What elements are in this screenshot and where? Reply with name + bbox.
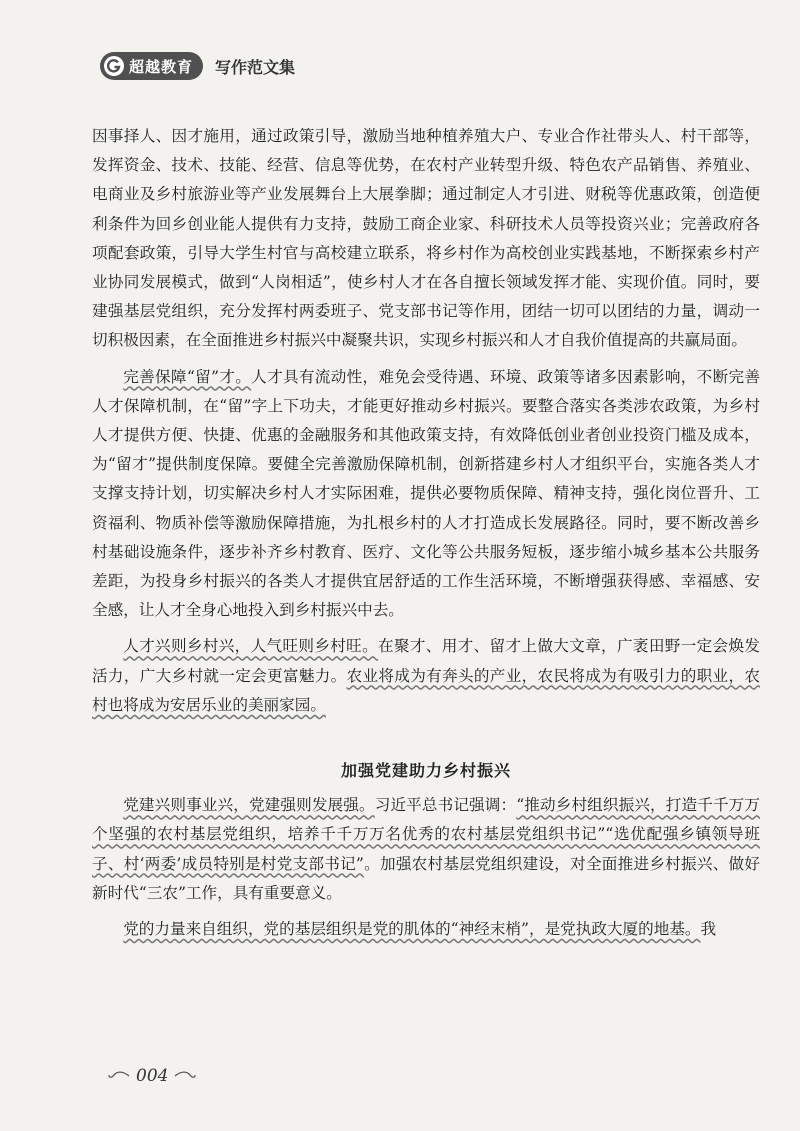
paragraph-lead: 完善保障“留”才。 [123, 367, 252, 386]
paragraph-text: 在聚才、用才、留才上做大文章，广袤田野一定会焕发活力，广大乡村就一定会更富魅力。 [92, 637, 760, 685]
paragraph-tail: 。加强农村基层党组织建设，对全面推进乡村振兴、做好新时代“三农”工作，具有重要意义。 [92, 854, 760, 902]
paragraph [92, 915, 760, 944]
paragraph [92, 363, 760, 626]
brand-logo [100, 52, 203, 80]
paragraph-lead: 党的力量来自组织，党的基层组织是党的肌体的“神经末梢”，是党执政大厦的地基。 [123, 920, 701, 939]
paragraph-lead: 人才兴则乡村兴，人气旺则乡村旺。 [123, 637, 379, 656]
page-footer [108, 1066, 196, 1086]
quote-text: “推动乡村组织振兴，打造千千万万个坚强的农村基层党组织，培养千千万万名优秀的农村基层党组织书记”“选优配强乡镇领导班子、村‘两委’成员特别是村党支部书记” [92, 796, 760, 873]
brand-logo-text: 超越教育 [129, 57, 194, 76]
paragraph [92, 791, 760, 908]
page-header [100, 52, 295, 80]
article-body [92, 122, 760, 944]
book-title: 写作范文集 [215, 57, 296, 77]
paragraph-tail: 农业将成为有奔头的产业，农民将成为有吸引力的职业，农村也将成为安居乐业的美丽家园。 [92, 666, 760, 714]
left-flourish-icon [108, 1070, 130, 1082]
paragraph [92, 632, 760, 720]
paragraph-tail: 我 [700, 920, 717, 939]
paragraph-lead: 党建兴则事业兴，党建强则发展强。 [123, 796, 375, 815]
section-title: 加强党建助力乡村振兴 [340, 761, 511, 781]
paragraph: 因事择人、因才施用，通过政策引导，激励当地种植养殖大户、专业合作社带头人、村干部等，发挥资金、技术、技能、经营、信息等优势，在农村产业转型升级、特色农产品销售、养殖业、电商业及乡村旅游业等产业发展舞台上大展拳脚；通过制定人才引进、财税等优惠政策，创造便利条件为回乡创业能人提供有力支持，鼓励工商企业家、科研技术人员等投资兴业；完善政府各项配套政策，引导大学生村官与高校建立联系，将乡村作为高校创业实践基地，不断探索乡村产业协同发展模式，做到“人岗相适”，使乡村人才在各自擅长领域发挥才能、实现价值。同时，要建强基层党组织，充分发挥村两委班子、党支部书记等作用，团结一切可以团结的力量，调动一切积极因素，在全面推进乡村振兴中凝聚共识，实现乡村振兴和人才自我价值提高的共赢局面。 [92, 127, 760, 350]
paragraph-text: 人才具有流动性，难免会受待遇、环境、政策等诸多因素影响，不断完善人才保障机制，在“留”字上下功夫，才能更好推动乡村振兴。要整合落实各类涉农政策，为乡村人才提供方便、快捷、优惠的金融服务和其他政策支持，有效降低创业者创业投资门槛及成本，为“留才”提供制度保障。要健全完善激励保障机制，创新搭建乡村人才组织平台，实施各类人才支撑支持计划，切实解决乡村人才实际困难，提供必要物质保障、精神支持，强化岗位晋升、工资福利、物质补偿等激励保障措施，为扎根乡村的人才打造成长发展路径。同时，要不断改善乡村基础设施条件，逐步补齐乡村教育、医疗、文化等公共服务短板，逐步缩小城乡基本公共服务差距，为投身乡村振兴的各类人才提供宜居舒适的工作生活环境，不断增强获得感、幸福感、安全感，让人才全身心地投入到乡村振兴中去。 [92, 367, 760, 620]
right-flourish-icon [174, 1070, 196, 1082]
paragraph-text: 习近平总书记强调： [374, 796, 517, 815]
page-number: 004 [136, 1066, 169, 1086]
brand-mark-icon [104, 56, 124, 76]
